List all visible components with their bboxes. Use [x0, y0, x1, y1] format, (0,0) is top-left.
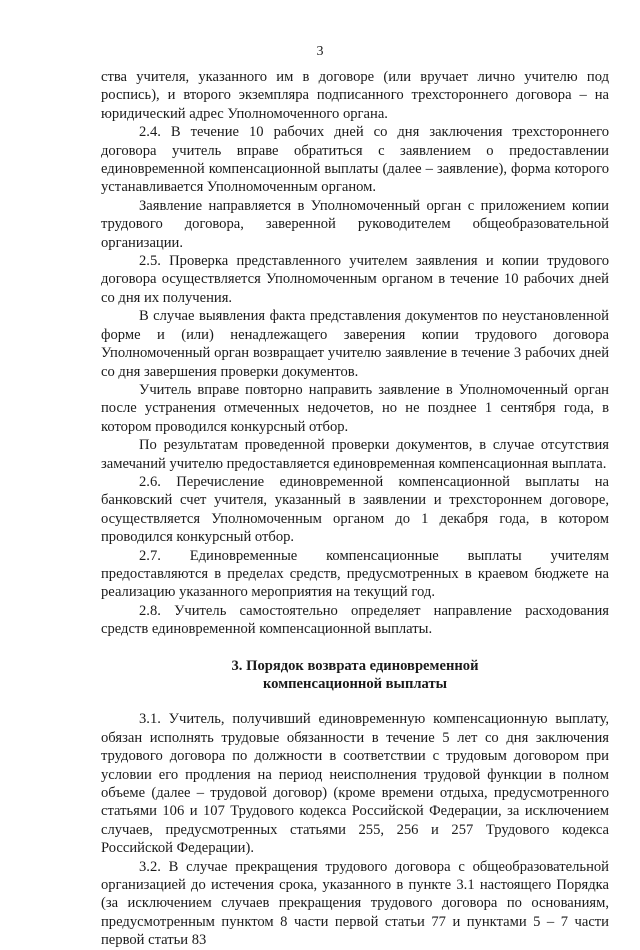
section-heading	[101, 657, 609, 694]
paragraph-continued: ства учителя, указанного им в договоре (или вручает лично учителю под роспись), и второго экземпляра подписанного трехстороннего договора – на юридический адрес Уполномоченного органа.	[101, 69, 609, 122]
paragraph-check-results: По результатам проведенной проверки документов, в случае отсутствия замечаний учителю предоставляется единовременная компенсационная выплата.	[101, 437, 609, 472]
paragraph-2-7: 2.7. Единовременные компенсационные выплаты учителям предоставляются в пределах средств, предусмотренных в краевом бюджете на реализацию указанного мероприятия на текущий год.	[101, 547, 609, 601]
section-heading-line-1: 3. Порядок возврата единовременной	[231, 657, 479, 674]
paragraph-2-4: 2.4. В течение 10 рабочих дней со дня заключения трехстороннего договора учитель вправе обратиться с заявлением о предоставлении единовременной компенсационной выплаты (далее – заявление), форма которого устанавливается Уполномоченным органом.	[101, 124, 609, 196]
paragraph-application: Заявление направляется в Уполномоченный орган с приложением копии трудового договора, заверенной руководителем общеобразовательной организации.	[101, 197, 609, 251]
paragraph-3-1: 3.1. Учитель, получивший единовременную компенсационную выплату, обязан исполнять трудовые обязанности в течение 5 лет со дня заключения трудового договора по должности в соответствии с трудовым договором при условии его продления на период неисполнения трудовой функции в полном объеме (далее – трудовой договор) (кроме времени отдыха, предусмотренного статьями 106 и 107 Трудового кодекса Российской Федерации, за исключением случаев, предусмотренных статьями 255, 256 и 257 Трудового кодекса Российской Федерации).	[101, 711, 609, 857]
page-number: 3	[316, 44, 324, 59]
section-heading-line-2: компенсационной выплаты	[262, 676, 448, 692]
paragraph-2-6: 2.6. Перечисление единовременной компенсационной выплаты на банковский счет учителя, указанный в заявлении и трехстороннем договоре, осуществляется Уполномоченным органом до 1 декабря года, в котором проводился конкурсный отбор.	[101, 473, 609, 546]
paragraph-2-5: 2.5. Проверка представленного учителем заявления и копии трудового договора осуществляется Уполномоченным органом в течение 10 рабочих дней со дня их получения.	[101, 253, 609, 306]
paragraph-3-2: 3.2. В случае прекращения трудового договора с общеобразовательной организацией до истечения срока, указанного в пункте 3.1 настоящего Порядка (за исключением случаев прекращения трудового договора по основаниям, предусмотренным пунктом 8 части первой статьи 77 и пунктами 5 – 7 части первой статьи 83	[101, 858, 609, 949]
document-body	[101, 68, 609, 950]
paragraph-2-8: 2.8. Учитель самостоятельно определяет направление расходования средств единовременной компенсационной выплаты.	[101, 602, 609, 638]
paragraph-improper-documents: В случае выявления факта представления документов по неустановленной форме и (или) ненадлежащего заверения копии трудового договора Уполномоченный орган возвращает учителю заявление в течение 3 рабочих дней со дня завершения проверки документов.	[101, 308, 609, 380]
paragraph-resubmit: Учитель вправе повторно направить заявление в Уполномоченный орган после устранения отмеченных недочетов, но не позднее 1 сентября года, в котором проводился конкурсный отбор.	[101, 381, 609, 435]
